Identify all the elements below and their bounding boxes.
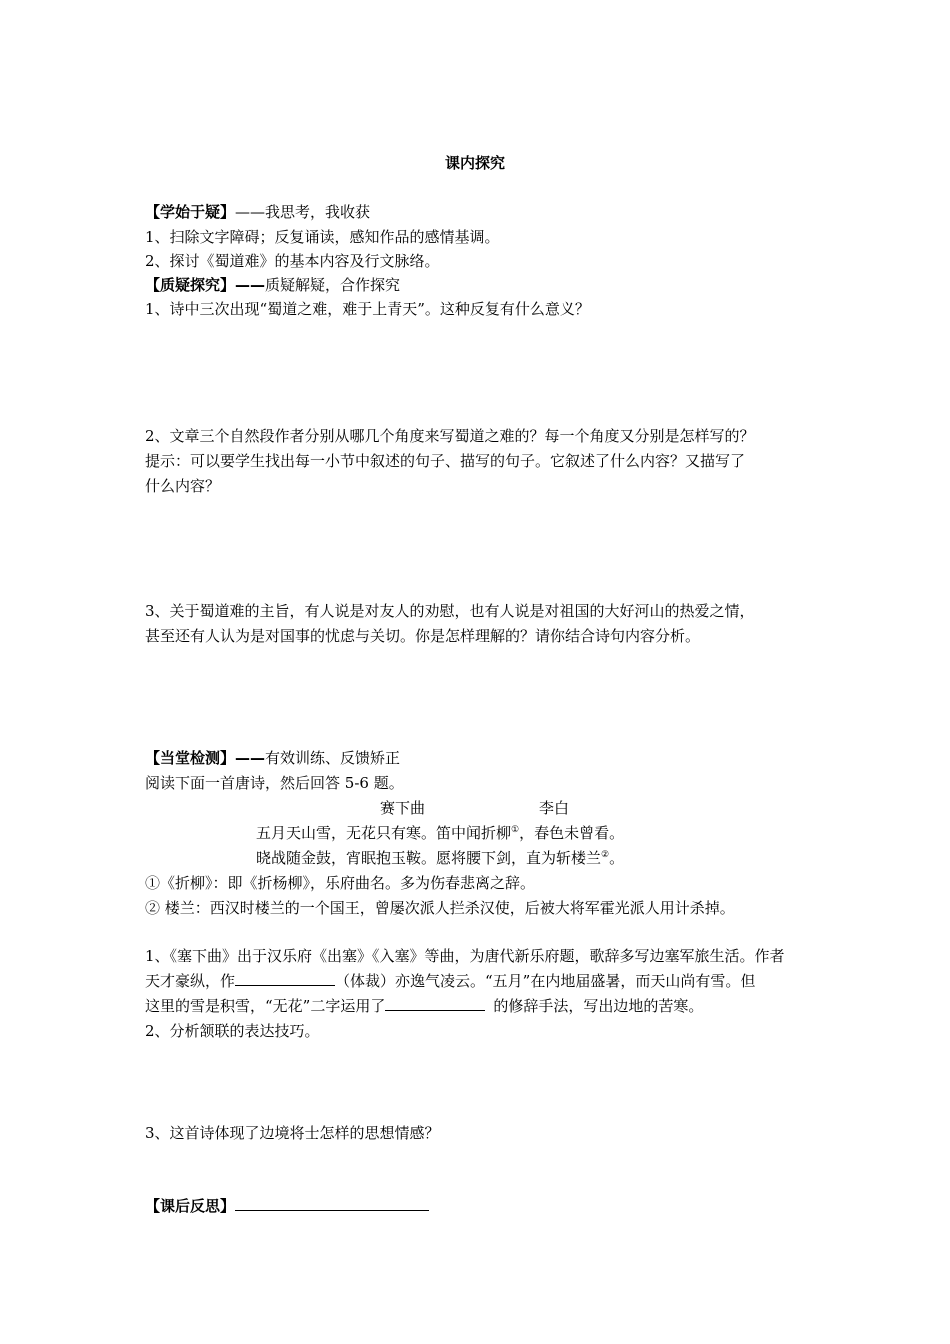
section-heading-reflection (145, 1195, 429, 1217)
inquiry-question-2-line-1: 2、文章三个自然段作者分别从哪几个角度来写蜀道之难的？每一个角度又分别是怎样写的？ (145, 427, 755, 445)
section-heading-inquiry (145, 274, 400, 296)
section-subtitle: ——我思考，我收获 (235, 203, 371, 221)
section-subtitle: 有效训练、反馈矫正 (265, 749, 401, 767)
reading-instruction: 阅读下面一首唐诗，然后回答 5-6 题。 (145, 774, 404, 792)
poem-line-2: 晓战随金鼓，宵眠抱玉鞍。愿将腰下剑，直为斩楼兰②。 (256, 849, 625, 867)
page-title: 课内探究 (444, 154, 505, 172)
footnote-1: ①《折柳》：即《折杨柳》，乐府曲名。多为伤春悲离之辞。 (145, 874, 536, 892)
study-item-2: 2、探讨《蜀道难》的基本内容及行文脉络。 (145, 252, 440, 270)
footnote-mark: ② (601, 850, 610, 860)
inquiry-question-2-line-2: 提示：可以要学生找出每一小节中叙述的句子、描写的句子。它叙述了什么内容？又描写了 (145, 452, 746, 470)
footnote-mark: ① (511, 825, 520, 835)
section-subtitle: 质疑解疑，合作探究 (265, 276, 401, 294)
study-item-1: 1、扫除文字障碍；反复诵读，感知作品的感情基调。 (145, 228, 500, 246)
poem-title: 赛下曲 (380, 799, 426, 817)
test-question-3: 3、这首诗体现了边境将士怎样的思想情感？ (145, 1124, 440, 1142)
inquiry-question-3-line-2: 甚至还有人认为是对国事的忧虑与关切。你是怎样理解的？请你结合诗句内容分析。 (145, 627, 701, 645)
inquiry-question-3-line-1: 3、关于蜀道难的主旨，有人说是对友人的劝慰，也有人说是对祖国的大好河山的热爱之情， (145, 602, 755, 620)
answer-blank-rhetoric[interactable] (385, 995, 485, 1011)
section-label: 【当堂检测】—— (145, 749, 266, 767)
test-question-1-line-1: 1、《塞下曲》出于汉乐府《出塞》《入塞》等曲，为唐代新乐府题，歌辞多写边塞军旅生活。作者 (145, 947, 785, 965)
test-question-1-line-3: 这里的雪是积雪，“无花”二字运用了 的修辞手法，写出边地的苦寒。 (145, 997, 704, 1015)
reflection-answer-blank[interactable] (235, 1195, 429, 1211)
inquiry-question-1: 1、诗中三次出现“蜀道之难，难于上青天”。这种反复有什么意义？ (145, 300, 590, 318)
section-heading-study (145, 201, 370, 223)
poem-author: 李白 (539, 799, 570, 817)
section-heading-test (145, 747, 400, 769)
footnote-2: ② 楼兰：西汉时楼兰的一个国王，曾屡次派人拦杀汉使，后被大将军霍光派人用计杀掉。 (145, 899, 735, 917)
inquiry-question-2-line-3: 什么内容？ (145, 477, 221, 495)
section-label: 【学始于疑】 (145, 203, 236, 221)
section-label: 【课后反思】 (145, 1197, 236, 1215)
poem-line-1: 五月天山雪，无花只有寒。笛中闻折柳①，春色未曾看。 (256, 824, 625, 842)
test-question-1-line-2: 天才豪纵，作 （体裁）亦逸气凌云。“五月”在内地届盛暑，而天山尚有雪。但 (145, 972, 756, 990)
answer-blank-genre[interactable] (235, 970, 335, 986)
section-label: 【质疑探究】—— (145, 276, 266, 294)
test-question-2: 2、分析颔联的表达技巧。 (145, 1022, 320, 1040)
